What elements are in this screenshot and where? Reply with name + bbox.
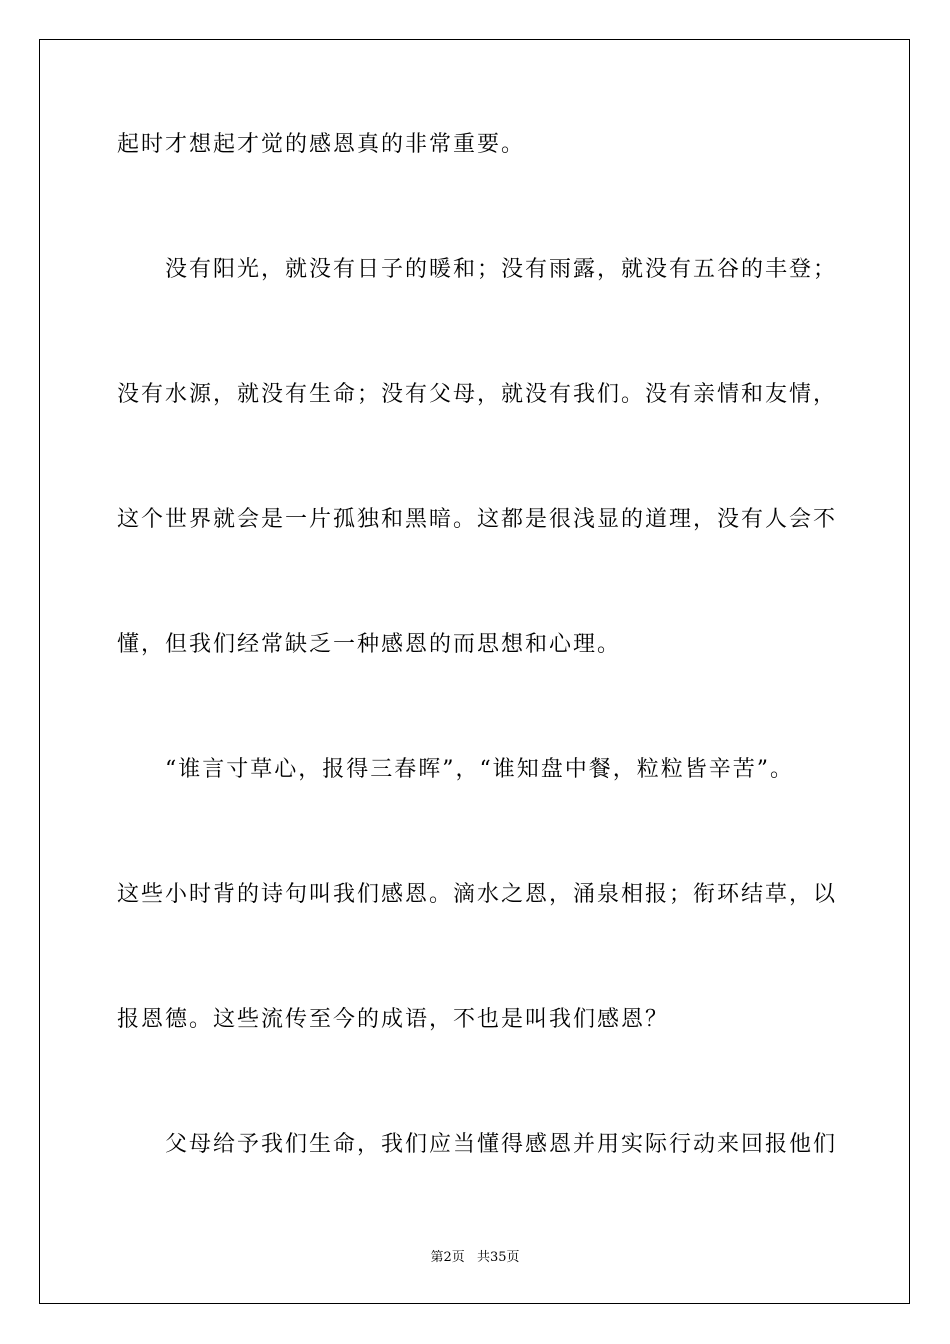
- text-line-5: 懂，但我们经常缺乏一种感恩的而思想和心理。: [117, 632, 622, 657]
- page-number: 第2页: [430, 1250, 465, 1265]
- text-line-7: 这些小时背的诗句叫我们感恩。滴水之恩，涌泉相报；衔环结草，以: [117, 882, 838, 907]
- text-line-8: 报恩德。这些流传至今的成语，不也是叫我们感恩？: [117, 1007, 670, 1032]
- total-pages: 共35页: [476, 1250, 520, 1265]
- text-line-3: 没有水源，就没有生命；没有父母，就没有我们。没有亲情和友情，: [117, 382, 838, 407]
- text-line-2: 没有阳光，就没有日子的暖和；没有雨露，就没有五谷的丰登；: [165, 257, 838, 282]
- page-footer: [0, 1250, 950, 1266]
- text-line-9: 父母给予我们生命，我们应当懂得感恩并用实际行动来回报他们: [165, 1132, 838, 1157]
- text-line-1: 起时才想起才觉的感恩真的非常重要。: [117, 132, 526, 157]
- text-line-4: 这个世界就会是一片孤独和黑暗。这都是很浅显的道理，没有人会不: [117, 507, 838, 532]
- text-line-6: “谁言寸草心，报得三春晖”，“谁知盘中餐，粒粒皆辛苦”。: [165, 757, 794, 782]
- document-body: [117, 131, 837, 1256]
